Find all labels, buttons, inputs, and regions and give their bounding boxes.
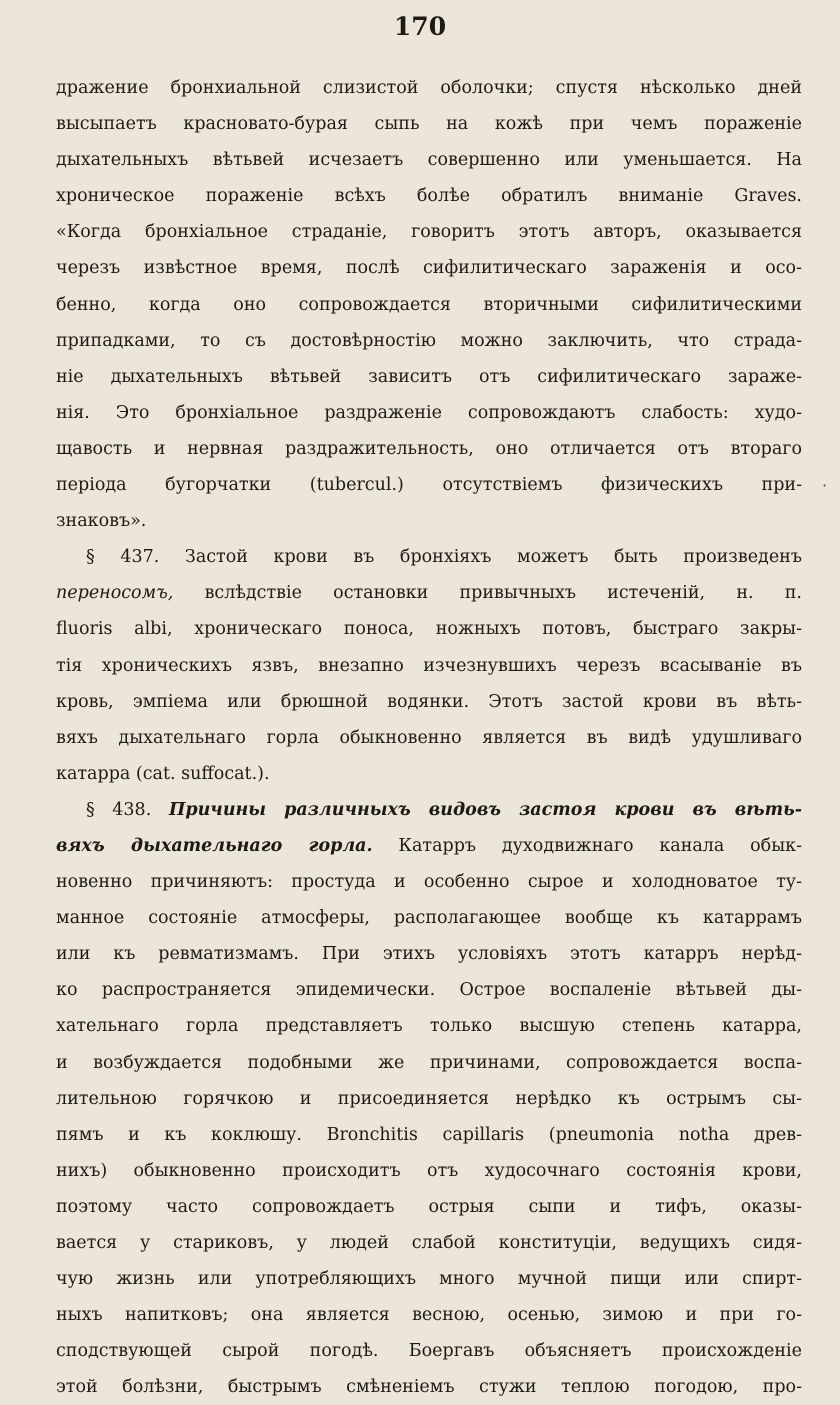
section-437-line [56, 539, 802, 575]
text-line: «Когда бронхіальное страданіе, говоритъ этотъ авторъ, оказывается [56, 222, 802, 243]
section-437-number: § 437. [86, 547, 160, 568]
text-segment: Застой крови въ бронхіяхъ можетъ быть произведенъ [184, 547, 802, 568]
text-line: черезъ извѣстное время, послѣ сифилитическаго зараженія и осо- [56, 258, 802, 279]
text-segment: Катарръ духодвижнаго канала обык- [398, 835, 802, 856]
text-line: этой болѣзни, быстрымъ смѣненіемъ стужи теплою погодою, про- [56, 1377, 802, 1398]
text-line: и возбуждается подобными же причинами, сопровождается воспа- [56, 1052, 802, 1073]
text-line: щавость и нервная раздражительность, оно отличается отъ втораго [56, 438, 802, 459]
margin-mark: · [822, 476, 828, 495]
text-line: манное состояніе атмосферы, располагающее вообще къ катаррамъ [56, 908, 802, 929]
page-number: 170 [393, 12, 447, 41]
text-line: хательнаго горла представляетъ только высшую степень катарра, [56, 1016, 802, 1037]
section-438-line [56, 792, 802, 828]
text-line: чую жизнь или употребляющихъ много мучной пищи или спирт- [56, 1269, 802, 1290]
text-line: сподствующей сырой погодѣ. Боергавъ объясняетъ происхожденіе [56, 1341, 802, 1362]
text-line: знаковъ». [56, 511, 147, 532]
text-line: катарра (cat. suffocat.). [56, 763, 270, 784]
text-line: или къ ревматизмамъ. При этихъ условіяхъ этотъ катарръ нерѣд- [56, 944, 802, 965]
section-438-heading: Причины различныхъ видовъ застоя крови въ вѣть- [168, 799, 802, 820]
text-line: вяхъ дыхательнаго горла обыкновенно является въ видѣ удушливаго [56, 727, 802, 748]
text-line: нихъ) обыкновенно происходитъ отъ худосочнаго состоянія крови, [56, 1160, 802, 1181]
text-line: дыхательныхъ вѣтьвей исчезаетъ совершенно или уменьшается. На [56, 150, 802, 171]
text-line: ко распространяется эпидемически. Острое воспаленіе вѣтьвей ды- [56, 980, 802, 1001]
text-line: ныхъ напитковъ; она является весною, осенью, зимою и при го- [56, 1305, 802, 1326]
text-line: дражение бронхиальной слизистой оболочки; спустя нѣсколько дней [56, 78, 802, 98]
text-line: припадками, то съ достовѣрностію можно заключить, что страда- [56, 330, 802, 351]
text-line: лительною горячкою и присоединяется нерѣдко къ острымъ сы- [56, 1088, 802, 1109]
section-438-number: § 438. [86, 799, 152, 820]
text-line: вается у стариковъ, у людей слабой конституціи, ведущихъ сидя- [56, 1233, 802, 1253]
text-line [56, 828, 802, 864]
text-line: новенно причиняютъ: простуда и особенно сырое и холодноватое ту- [56, 872, 802, 893]
body-text [56, 70, 802, 1405]
text-line: fluoris albi, хроническаго поноса, ножныхъ потовъ, быстраго закры- [56, 619, 802, 640]
section-437-term: переносомъ, [56, 583, 174, 604]
text-line: періода бугорчатки (tubercul.) отсутствіемъ физическихъ при- [56, 475, 802, 496]
text-line: хроническое пораженіе всѣхъ болѣе обратилъ вниманіе Graves. [56, 186, 802, 207]
text-segment: вслѣдствіе остановки привычныхъ истеченій, н. п. [204, 583, 802, 604]
text-line: нія. Это бронхіальное раздраженіе сопровождаютъ слабость: худо- [56, 402, 802, 423]
text-line [56, 575, 802, 611]
text-line: бенно, когда оно сопровождается вторичными сифилитическими [56, 294, 802, 315]
text-line: ніе дыхательныхъ вѣтьвей зависитъ отъ сифилитическаго зараже- [56, 366, 802, 387]
text-line: кровь, эмпіема или брюшной водянки. Этотъ застой крови въ вѣть- [56, 691, 802, 712]
text-line: пямъ и къ коклюшу. Bronchitis capillaris (pneumonia notha древ- [56, 1124, 802, 1145]
text-line: поэтому часто сопровождаетъ острыя сыпи и тифъ, оказы- [56, 1196, 802, 1217]
text-line: высыпаетъ красновато-бурая сыпь на кожѣ при чемъ пораженіе [56, 114, 802, 135]
section-438-heading: вяхъ дыхательнаго горла. [56, 835, 373, 856]
text-line: тія хроническихъ язвъ, внезапно изчезнувшихъ черезъ всасываніе въ [56, 655, 802, 676]
